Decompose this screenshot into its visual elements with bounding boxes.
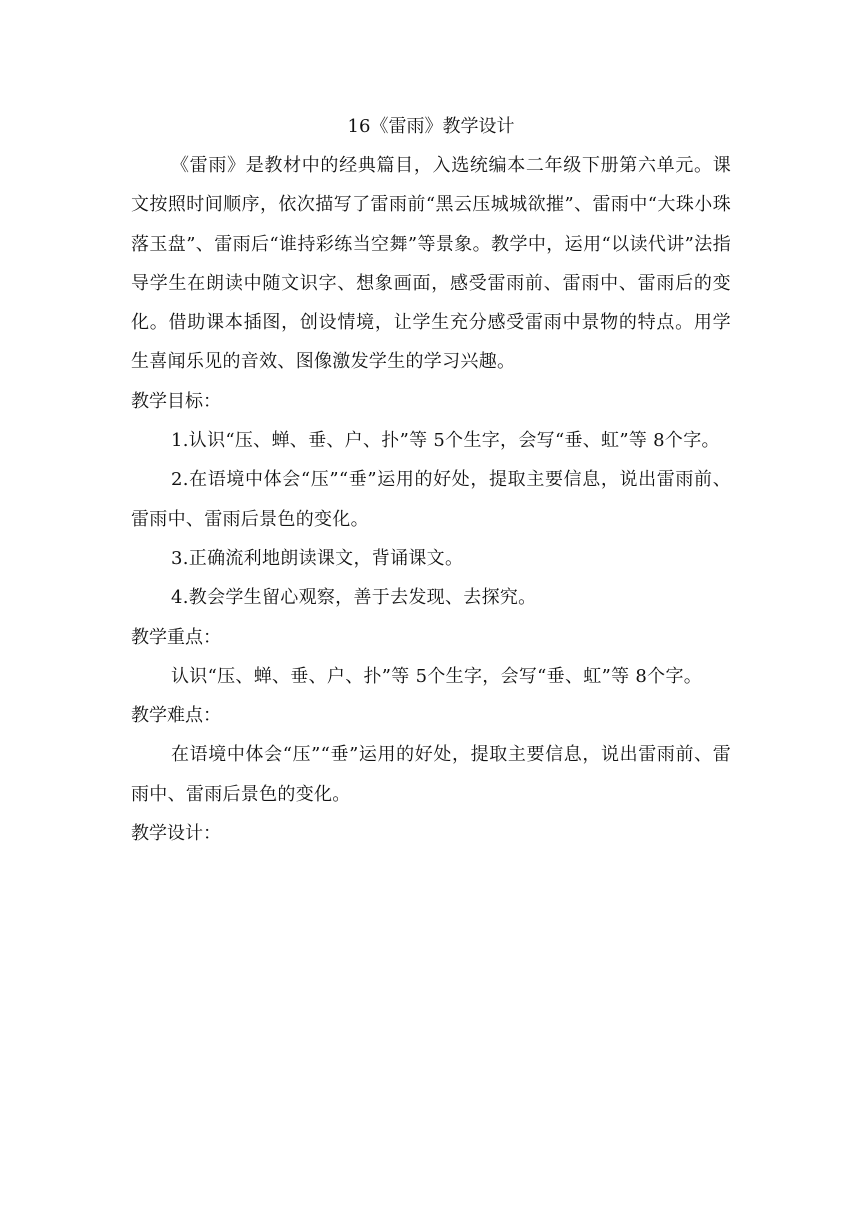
goal-item-3: 3.正确流利地朗读课文，背诵课文。 [171, 547, 464, 569]
design-heading: 教学设计： [131, 823, 221, 845]
document-title: 16《雷雨》教学设计 [347, 116, 515, 137]
difficulty-paragraph: 在语境中体会“压”“垂”运用的好处，提取主要信息，说出雷雨前、雷雨中、雷雨后景色的变化。 [131, 744, 731, 805]
goal-item-2: 2.在语境中体会“压”“垂”运用的好处，提取主要信息，说出雷雨前、雷雨中、雷雨后景色的变化。 [131, 469, 731, 530]
key-point-heading: 教学重点： [131, 626, 221, 648]
difficulty-heading: 教学难点： [131, 705, 221, 727]
key-point-paragraph: 认识“压、蝉、垂、户、扑”等 5个生字，会写“垂、虹”等 8个字。 [171, 665, 703, 687]
goal-item-1: 1.认识“压、蝉、垂、户、扑”等 5个生字，会写“垂、虹”等 8个字。 [171, 430, 720, 452]
goal-item-4: 4.教会学生留心观察，善于去发现、去探究。 [171, 587, 537, 609]
goals-heading: 教学目标： [131, 390, 221, 412]
intro-paragraph: 《雷雨》是教材中的经典篇目，入选统编本二年级下册第六单元。课文按照时间顺序，依次描写了雷雨前“黑云压城城欲摧”、雷雨中“大珠小珠落玉盘”、雷雨后“谁持彩练当空舞”等景象。教学中，运用“以读代讲”法指导学生在朗读中随文识字、想象画面，感受雷雨前、雷雨中、雷雨后的变化。借助课本插图，创设情境，让学生充分感受雷雨中景物的特点。用学生喜闻乐见的音效、图像激发学生的学习兴趣。 [131, 155, 731, 373]
document-body [131, 108, 731, 853]
